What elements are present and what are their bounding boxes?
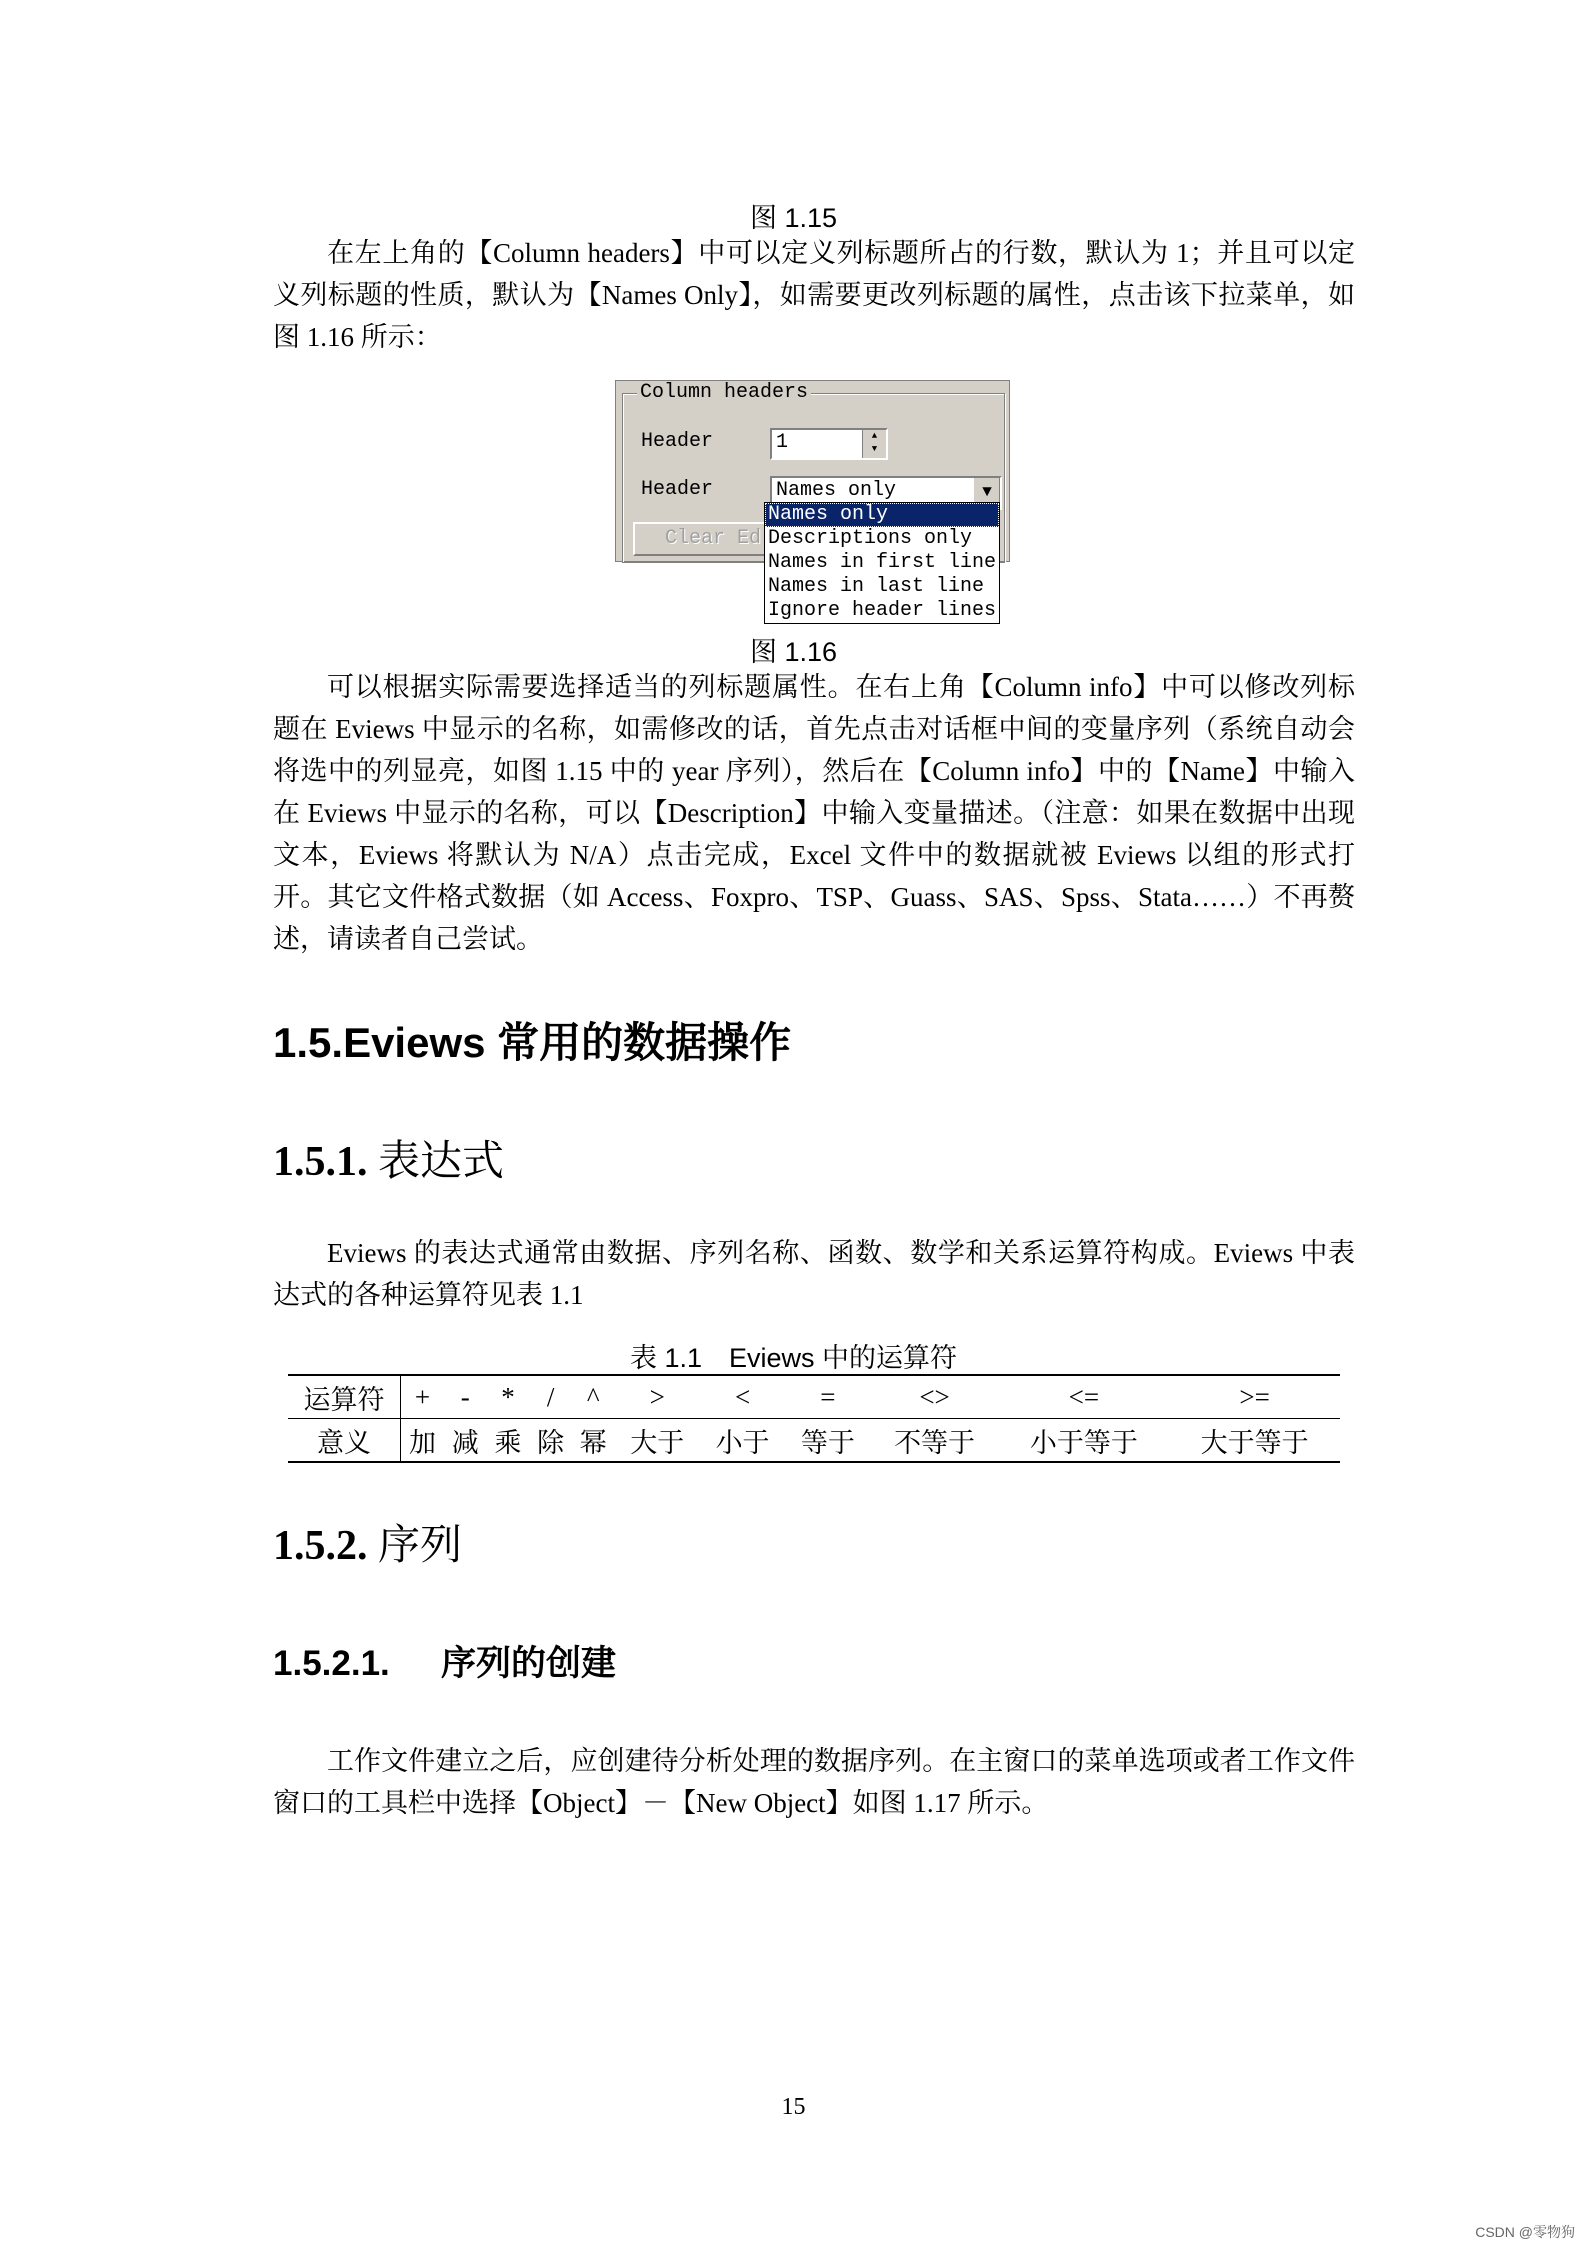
header-type-dropdown-list: [764, 502, 1000, 624]
group-title: Column headers: [637, 381, 811, 405]
operator-table: [288, 1374, 1340, 1463]
table-row: [288, 1375, 1340, 1419]
section-1-5-2-1-heading: [273, 1636, 616, 1686]
watermark: CSDN @零物狗: [1475, 2224, 1575, 2240]
clear-edits-button[interactable]: Clear Ed: [633, 522, 783, 556]
dropdown-option-names-last-line[interactable]: Names in last line: [768, 575, 985, 598]
section-title: 序列的创建: [441, 1644, 617, 1683]
section-title: Eviews 常用的数据操作: [343, 1019, 792, 1066]
table-cell: 大于: [615, 1419, 700, 1463]
table-row: [288, 1419, 1340, 1463]
section-1-5-1-heading: [273, 1128, 504, 1188]
table-cell: >: [615, 1375, 700, 1419]
table-cell: 加: [401, 1419, 444, 1463]
section-number: 1.5.2.1.: [273, 1644, 390, 1683]
table-1-1-caption: 表 1.1 Eviews 中的运算符: [629, 1343, 958, 1373]
table-cell: <: [700, 1375, 785, 1419]
figure-1-16-caption: 图 1.16: [749, 637, 838, 667]
dropdown-option-descriptions-only[interactable]: Descriptions only: [768, 527, 973, 550]
dropdown-option-names-only[interactable]: Names only: [765, 503, 999, 527]
header-type-label: Header: [641, 478, 714, 501]
table-cell: 除: [529, 1419, 572, 1463]
header-rows-value: 1: [776, 431, 789, 454]
header-label: Header: [641, 430, 714, 453]
header-type-value: Names only: [776, 479, 897, 502]
section-title: 序列: [378, 1523, 463, 1569]
table-cell: 大于等于: [1169, 1419, 1340, 1463]
dropdown-option-ignore-header[interactable]: Ignore header lines: [768, 599, 997, 622]
table-cell: =: [785, 1375, 870, 1419]
table-cell: 小于等于: [999, 1419, 1170, 1463]
section-title: 表达式: [378, 1139, 505, 1185]
table-cell: <>: [871, 1375, 999, 1419]
table-cell: ^: [572, 1375, 615, 1419]
spinner-arrows-icon[interactable]: ▲ ▼: [862, 430, 886, 458]
section-1-5-2-heading: [273, 1512, 462, 1572]
table-cell: <=: [999, 1375, 1170, 1419]
table-cell: /: [529, 1375, 572, 1419]
section-number: 1.5.: [273, 1019, 344, 1066]
paragraph-column-info: 可以根据实际需要选择适当的列标题属性。在右上角【Column info】中可以修改列标题在 Eviews 中显示的名称，如需修改的话，首先点击对话框中间的变量序列（系统自动会将选中的列显亮，如图 1.15 中的 year 序列），然后在【Column info】中的【Name】中输入在 Eviews 中显示的名称，可以【Description】中输入变量描述。（注意：如果在数据中出现文本，Eviews 将默认为 N/A）点击完成，Excel 文件中的数据就被 Eviews 以组的形式打开。其它文件格式数据（如 Access、Foxpro、TSP、Guass、SAS、Spss、Stata……）不再赘述，请读者自己尝试。: [273, 672, 1355, 954]
table-cell: 减: [444, 1419, 487, 1463]
section-number: 1.5.1.: [273, 1139, 368, 1185]
table-cell: *: [487, 1375, 530, 1419]
paragraph-series-creation: 工作文件建立之后，应创建待分析处理的数据序列。在主窗口的菜单选项或者工作文件窗口的工具栏中选择【Object】－【New Object】如图 1.17 所示。: [273, 1746, 1355, 1818]
table-cell: >=: [1169, 1375, 1340, 1419]
table-row-header: 运算符: [288, 1375, 401, 1419]
table-cell: 等于: [785, 1419, 870, 1463]
dropdown-option-names-first-line[interactable]: Names in first line: [768, 551, 997, 574]
table-cell: 小于: [700, 1419, 785, 1463]
paragraph-column-headers: 在左上角的【Column headers】中可以定义列标题所占的行数，默认为 1；并且可以定义列标题的性质，默认为【Names Only】，如需要更改列标题的属性，点击该下拉菜单，如图 1.16 所示：: [273, 238, 1355, 352]
page-number: 15: [781, 2094, 806, 2120]
table-cell: 乘: [487, 1419, 530, 1463]
figure-1-15-caption: 图 1.15: [749, 203, 838, 233]
table-cell: 不等于: [871, 1419, 999, 1463]
table-cell: 幂: [572, 1419, 615, 1463]
table-cell: +: [401, 1375, 444, 1419]
header-rows-stepper[interactable]: [770, 428, 888, 460]
table-row-header: 意义: [288, 1419, 401, 1463]
paragraph-expressions: Eviews 的表达式通常由数据、序列名称、函数、数学和关系运算符构成。Eviews 中表达式的各种运算符见表 1.1: [273, 1238, 1355, 1310]
table-cell: -: [444, 1375, 487, 1419]
dropdown-arrow-icon[interactable]: ▼: [972, 478, 1000, 508]
section-1-5-heading: [273, 1010, 791, 1070]
section-number: 1.5.2.: [273, 1523, 368, 1569]
